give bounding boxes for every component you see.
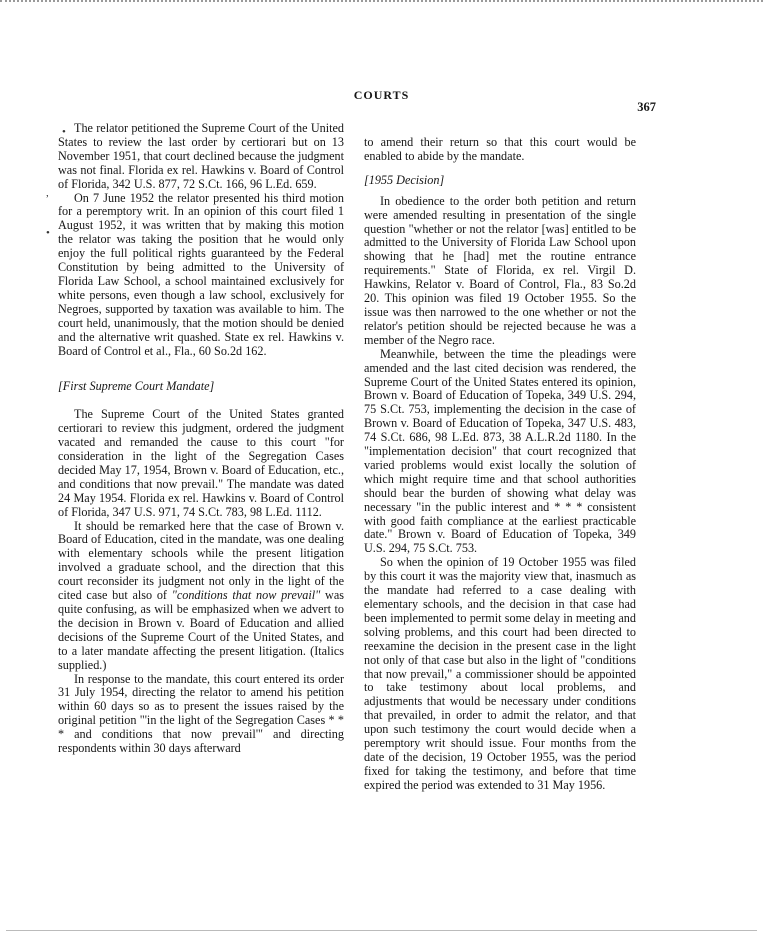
page-number: 367 (637, 100, 656, 114)
section-heading: [First Supreme Court Mandate] (58, 379, 215, 394)
paragraph: to amend their return so that this court would be enabled to abide by the mandate. (364, 135, 636, 163)
margin-tick-mark: • (62, 126, 66, 138)
paragraph: In obedience to the order both petition and return were amended resulting in presentation of the single question "whether or not the relator [was] entitled to be admitted to the University of Florida Law School upon showing that he [had] met the routine entrance requirements." State of Florida, ex rel. Virgil D. Hawkins, Relator v. Board of Control, Fla., 83 So.2d 20. This opinion was filed 19 October 1955. So the issue was then narrowed to the one whether or not the relator's petition should be rejected because he was a member of the Negro race. (364, 193, 636, 347)
section-heading: [1955 Decision] (364, 172, 445, 187)
right-column (364, 136, 636, 793)
paragraph-text: was quite confusing, as will be emphasized when we advert to the decision in Brown v. Board of Education and allied decisions of the Supreme Court of the United States, and to a later mandate affecting the present litigation. (Italics supplied.) (58, 588, 344, 672)
paragraph: In response to the mandate, this court entered its order 31 July 1954, directing the relator to amend his petition within 60 days so as to present the issues raised by the original petition "'in the light of the Segregation Cases * * * and conditions that now prevail'" and directing respondents within 30 days afterward (58, 671, 344, 756)
paragraph: The relator petitioned the Supreme Court of the United States to review the last order by certiorari but on 13 November 1951, that court declined because the judgment was not final. Florida ex rel. Hawkins v. Board of Control of Florida, 342 U.S. 877, 72 S.Ct. 166, 96 L.Ed. 659. (58, 121, 344, 191)
paragraph: So when the opinion of 19 October 1955 was filed by this court it was the majority view that, inasmuch as the mandate had referred to a case dealing with elementary schools, and the decision in that case had been implemented to permit some delay in meeting and solving problems, and this court had been directed to reexamine the decision in the present case in the light not only of that case but also in the light of "conditions that now prevail," a commissioner should be appointed to take testimony about local problems, and adjustments that would be necessary under conditions that prevailed, in order to admit the relator, and that upon such testimony the court would decide when a peremptory writ should issue. Four months from the date of the decision, 19 October 1955, was the period fixed for taking the testimony, and before that time expired the period was extended to 31 May 1956. (364, 555, 636, 792)
italic-quote: "conditions that now prevail" (171, 588, 321, 603)
top-dotted-rule (0, 0, 763, 2)
paragraph: On 7 June 1952 the relator presented his third motion for a peremptory writ. In an opinion of this court filed 1 August 1952, it was written that by making this motion the relator was taking the position that he would only enjoy the full political rights guaranteed by the Federal Constitution by being admitted to the University of Florida Law School, a school maintained exclusively for white persons, even though a law school, exclusively for Negroes, supported by taxation was available to him. The court held, unanimously, that the motion should be denied and the alternative writ quashed. State ex rel. Hawkins v. Board of Control et al., Fla., 60 So.2d 162. (58, 190, 344, 358)
running-head: COURTS (353, 88, 410, 102)
paragraph: Meanwhile, between the time the pleadings were amended and the last cited decision was rendered, the Supreme Court of the United States entered its opinion, Brown v. Board of Education of Topeka, 349 U.S. 294, 75 S.Ct. 753, implementing the decision in the case of Brown v. Board of Education of Topeka, 347 U.S. 483, 74 S.Ct. 686, 98 L.Ed. 873, 38 A.L.R.2d 1180. In the "implementation decision" that court recognized that varied problems would exist locally the solution of which might require time and that school authorities should bear the burden of showing what delay was necessary "in the public interest and * * * consistent with good faith compliance at the earliest practicable date." Brown v. Board of Education of Topeka, 349 U.S. 294, 75 S.Ct. 753. (364, 346, 636, 556)
bottom-rule (6, 930, 757, 931)
paragraph-text: It should be remarked here that the case of Brown v. Board of Education, cited in the mandate, was one dealing with elementary schools while the present litigation involved a graduate school, and the direction that this court reconsider its judgment not only in the light of the cited case but also of (58, 518, 344, 603)
margin-tick-mark: , (46, 187, 49, 199)
left-column (58, 122, 344, 756)
paragraph: The Supreme Court of the United States granted certiorari to review this judgment, ordered the judgment vacated and remanded the cause to this court "for consideration in the light of the Segregation Cases decided May 17, 1954, Brown v. Board of Education, etc., and conditions that now prevail." The mandate was dated 24 May 1954. Florida ex rel. Hawkins v. Board of Control of Florida, 347 U.S. 971, 74 S.Ct. 783, 98 L.Ed. 1112. (58, 407, 344, 519)
paragraph (58, 520, 344, 673)
margin-tick-mark: • (46, 227, 50, 239)
